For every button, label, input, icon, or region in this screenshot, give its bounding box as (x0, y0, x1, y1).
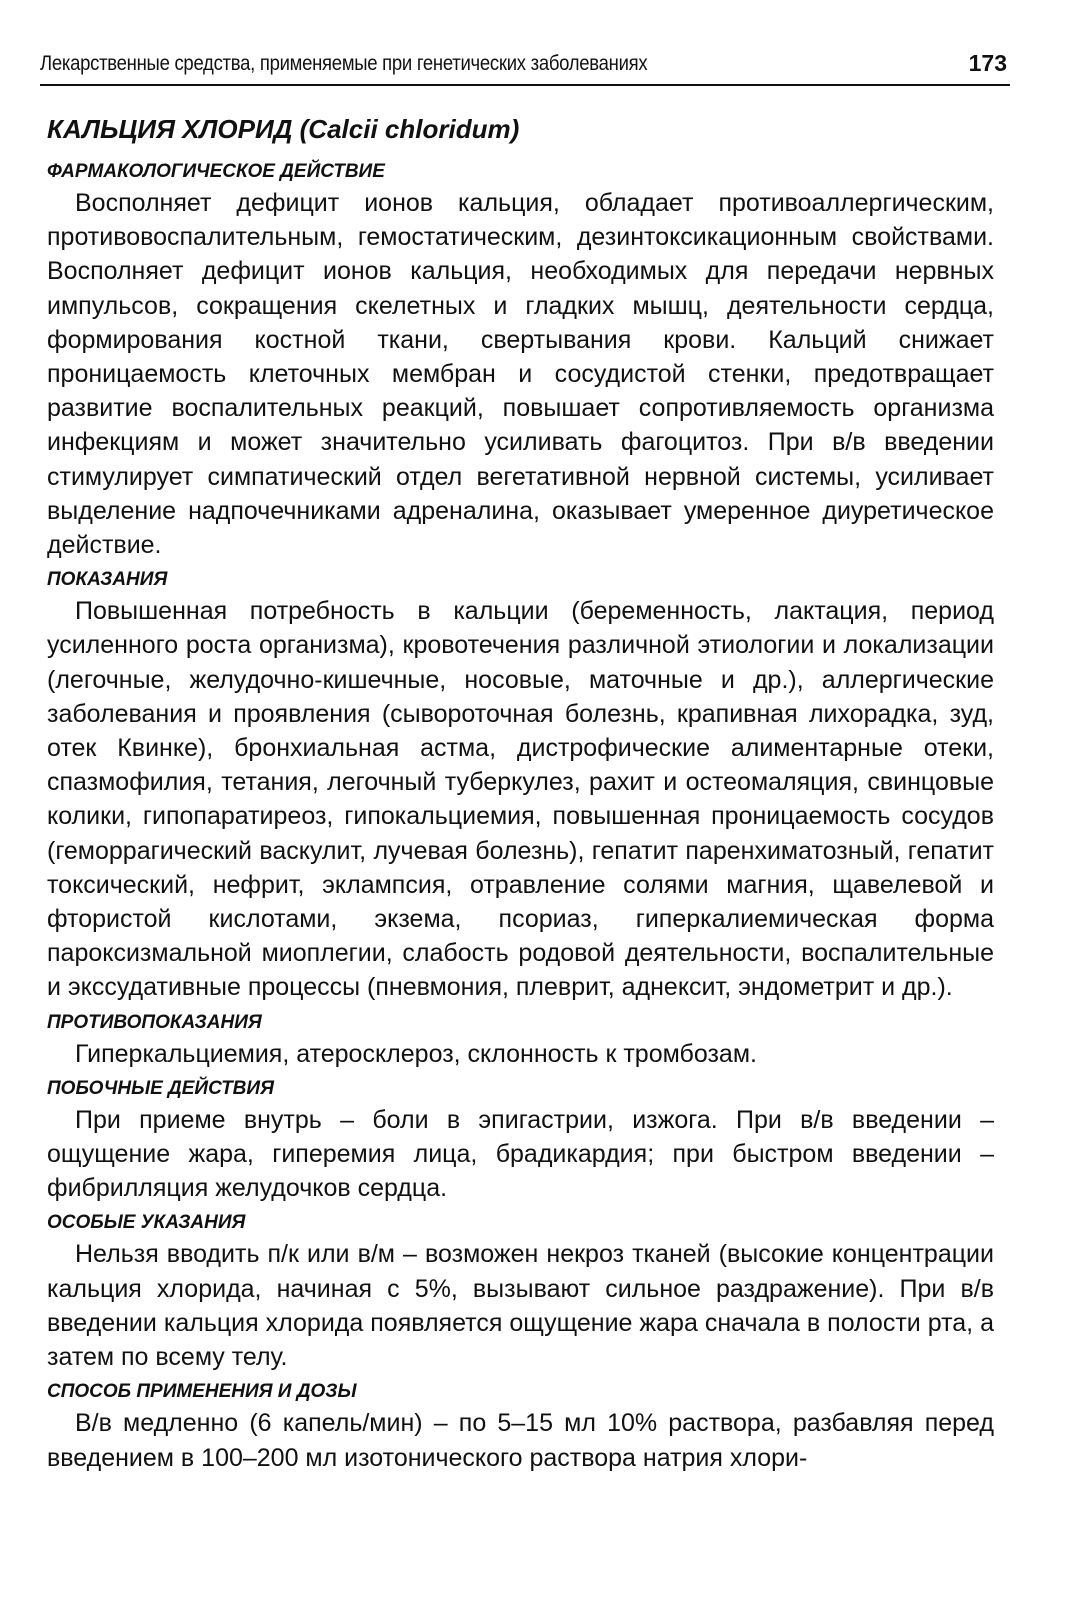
page-number: 173 (968, 50, 1007, 76)
section-body-dosage: В/в медленно (6 капель/мин) – по 5–15 мл 10% раствора, разбавляя перед введением в 100–200 мл изотонического раствора натрия хлори- (47, 1409, 994, 1472)
section-heading-indications: ПОКАЗАНИЯ (47, 569, 168, 591)
section-heading-dosage: СПОСОБ ПРИМЕНЕНИЯ И ДОЗЫ (47, 1381, 357, 1403)
drug-article (47, 112, 994, 1479)
section-body-indications: Повышенная потребность в кальции (беременность, лактация, период усиленного роста организма), кровотечения различной этиологии и локализации (легочные, желудочно-кишечные, носовые, маточные и др.), аллергические заболевания и проявления (сывороточная болезнь, крапивная лихорадка, зуд, отек Квинке), бронхиальная астма, дистрофические алиментарные отеки, спазмофилия, тетания, легочный туберкулез, рахит и остеомаляция, свинцовые колики, гипопаратиреоз, гипокальциемия, повышенная проницаемость сосудов (геморрагический васкулит, лучевая болезнь), гепатит паренхиматозный, гепатит токсический, нефрит, эклампсия, отравление солями магния, щавелевой и фтористой кислотами, экзема, псориаз, гиперкалиемическая форма пароксизмальной миоплегии, слабость родовой деятельности, воспалительные и экссудативные процессы (пневмония, плеврит, аднексит, эндометрит и др.). (47, 597, 994, 1002)
section-heading-side-effects: ПОБОЧНЫЕ ДЕЙСТВИЯ (47, 1077, 274, 1099)
section-body-side-effects: При приеме внутрь – боли в эпигастрии, изжога. При в/в введении – ощущение жара, гиперемия лица, брадикардия; при быстром введении – фибрилляция желудочков сердца. (47, 1105, 994, 1203)
section-body-special-instructions: Нельзя вводить п/к или в/м – возможен некроз тканей (высокие концентрации кальция хлорида, начиная с 5%, вызывают сильное раздражение). При в/в введении кальция хлорида появляется ощущение жара сначала в полости рта, а затем по всему телу. (47, 1240, 994, 1372)
drug-title: КАЛЬЦИЯ ХЛОРИД (Calcii chloridum) (47, 114, 520, 144)
section-heading-pharmacology: ФАРМАКОЛОГИЧЕСКОЕ ДЕЙСТВИЕ (47, 161, 385, 182)
section-body-pharmacology: Восполняет дефицит ионов кальция, обладает противоаллергическим, противовоспалительным, гемостатическим, дезинтоксикационным свойствами. Восполняет дефицит ионов кальция, необходимых для передачи нервных импульсов, сокращения скелетных и гладких мышц, деятельности сердца, формирования костной ткани, свертывания крови. Кальций снижает проницаемость клеточных мембран и сосудистой стенки, предотвращает развитие воспалительных реакций, повышает сопротивляемость организма инфекциям и может значительно усиливать фагоцитоз. При в/в введении стимулирует симпатический отдел вегетативной нервной системы, усиливает выделение надпочечниками адреналина, оказывает умеренное диуретическое действие. (47, 189, 994, 560)
section-heading-special-instructions: ОСОБЫЕ УКАЗАНИЯ (47, 1212, 246, 1234)
section-heading-contraindications: ПРОТИВОПОКАЗАНИЯ (47, 1011, 262, 1033)
header-rule (40, 84, 1010, 86)
section-body-contraindications: Гиперкальциемия, атеросклероз, склонность к тромбозам. (75, 1039, 757, 1068)
running-header: Лекарственные средства, применяемые при генетических заболеваниях (40, 52, 648, 75)
